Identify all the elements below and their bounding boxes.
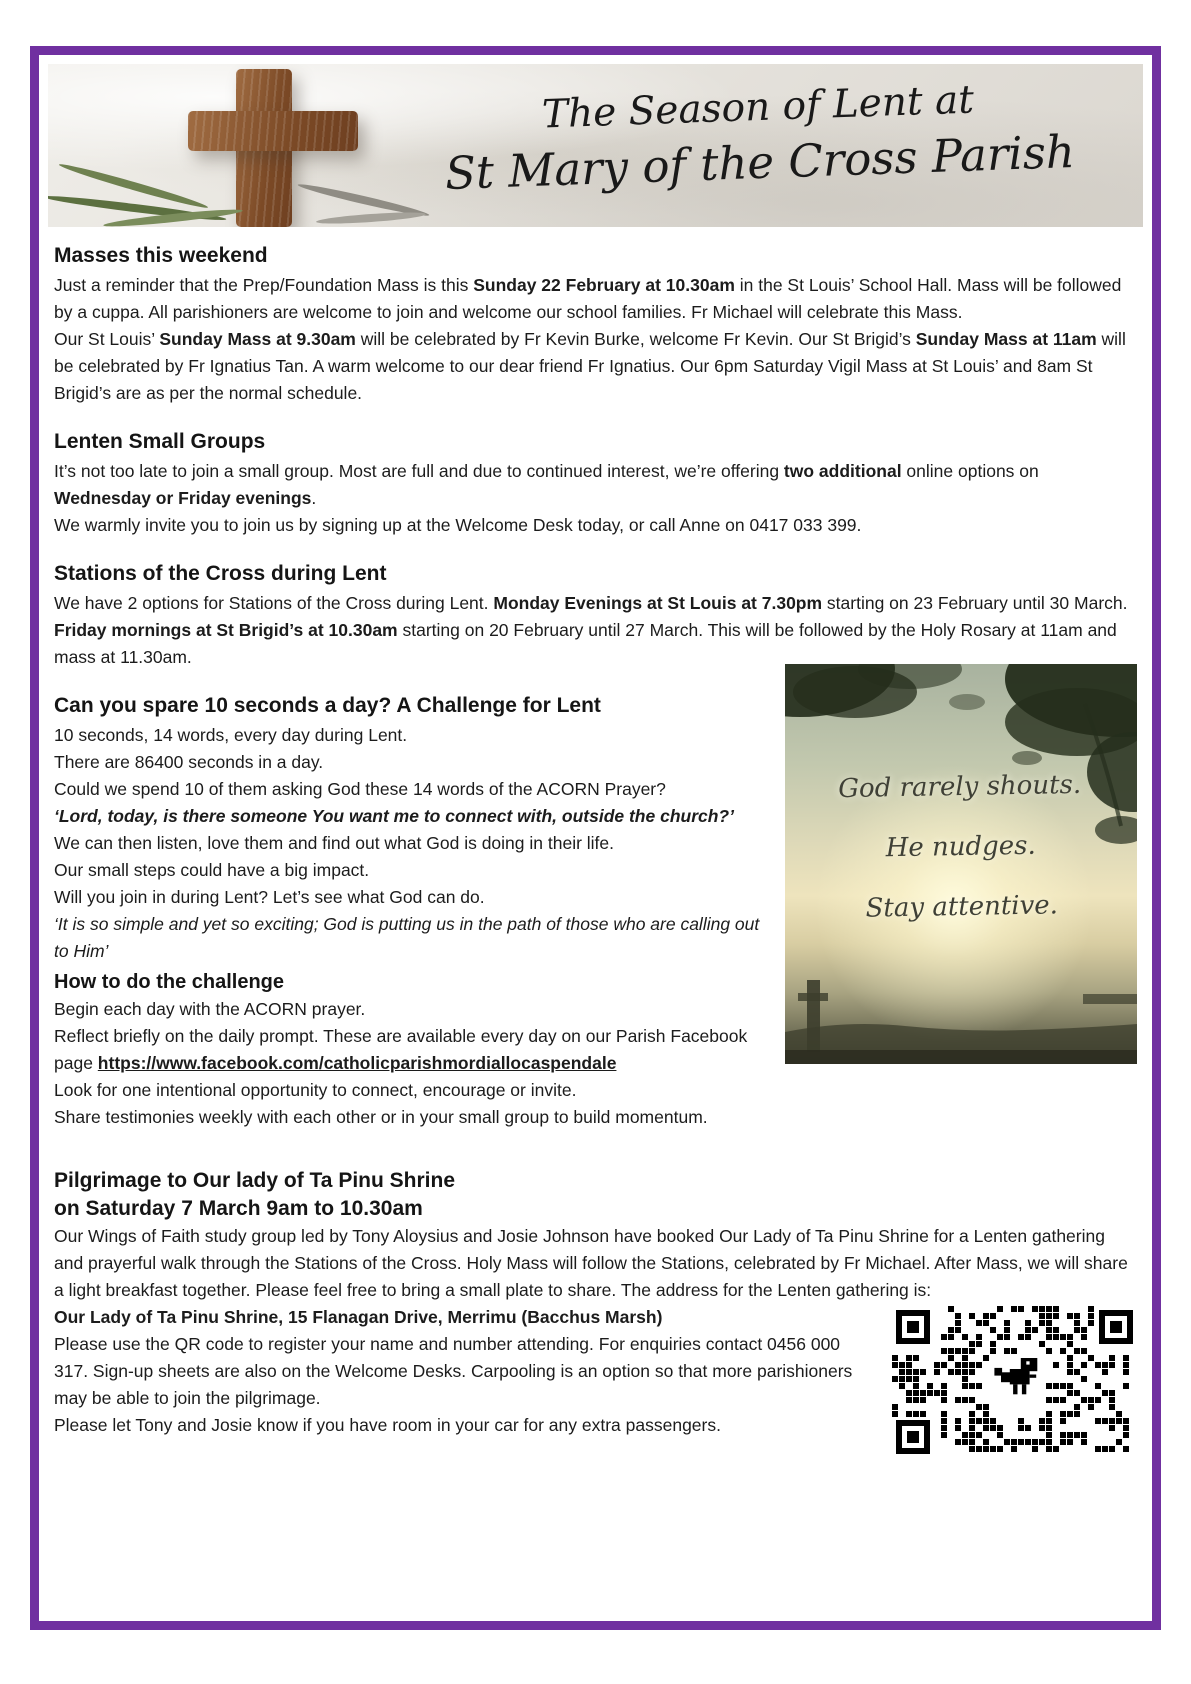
cross-horizontal-beam [188,111,358,151]
qr-code [892,1306,1137,1458]
newsletter-page [30,46,1161,1630]
pilgrimage-heading [54,1167,1137,1223]
pilgrimage-paragraph-2: Please use the QR code to register your name and number attending. For enquiries contact 0456 000 317. Sign-up sheets are also on the Welcome Desks. Carpooling is an option so that more parishioners may be able to join the pilgrimage. [54,1334,853,1408]
quote-line-3: Stay attentive. [865,890,1059,924]
masses-paragraph-1: Just a reminder that the Prep/Foundation Mass is this Sunday 22 February at 10.30am in the St Louis’ School Hall. Mass will be followed by a cuppa. All parishioners are welcome to join and welcome our school families. Fr Michael will celebrate this Mass. [54,275,1122,322]
small-groups-paragraph-2: We warmly invite you to join us by signing up at the Welcome Desk today, or call Anne on 0417 033 399. [54,515,862,535]
banner-title-line2: St Mary of the Cross Parish [444,125,1076,200]
facebook-link[interactable]: https://www.facebook.com/catholicparishmordiallocaspendale [97,1053,617,1073]
qr-code-image [892,1306,1137,1458]
pilgrimage-address: Our Lady of Ta Pinu Shrine, 15 Flanagan Drive, Merrimu (Bacchus Marsh) [54,1307,663,1327]
quote-text [785,769,1137,955]
masses-paragraph-2: Our St Louis’ Sunday Mass at 9.30am will be celebrated by Fr Kevin Burke, welcome Fr Kevin. Our St Brigid’s Sunday Mass at 11am will be celebrated by Fr Ignatius Tan. A warm welcome to our dear friend Fr Ignatius. Our 6pm Saturday Vigil Mass at St Louis’ and 8am St Brigid’s are as per the normal schedule. [54,329,1126,403]
small-groups-paragraph-1: It’s not too late to join a small group. Most are full and due to continued interest, we’re offering two additional online options on Wednesday or Friday evenings. [54,461,1039,508]
how-to-line: Share testimonies weekly with each other or in your small group to build momentum. [54,1107,708,1127]
quote-line-1: God rarely shouts. [837,769,1082,805]
banner-title-line1: The Season of Lent at [541,77,975,138]
facebook-line-prefix: Reflect briefly on the daily prompt. These are available every day on our Parish Facebook page [54,1026,748,1073]
challenge-line: Our small steps could have a big impact. [54,860,370,880]
challenge-line: Could we spend 10 of them asking God these 14 words of the ACORN Prayer? [54,779,666,799]
pilgrimage-heading-line1: Pilgrimage to Our lady of Ta Pinu Shrine [54,1169,455,1192]
how-to-heading: How to do the challenge [54,971,285,993]
masses-heading: Masses this weekend [54,244,268,267]
pilgrimage-paragraph-3: Please let Tony and Josie know if you have room in your car for any extra passengers. [54,1415,721,1435]
challenge-line: We can then listen, love them and find out what God is doing in their life. [54,833,614,853]
pilgrimage-paragraph-1: Our Wings of Faith study group led by Tony Aloysius and Josie Johnson have booked Our Lady of Ta Pinu Shrine for a Lenten gathering and prayerful walk through the Stations of the Cross. Holy Mass will follow the Stations, celebrated by Fr Michael. After Mass, we will share a light breakfast together. Please feel free to bring a small plate to share. The address for the Lenten gathering is: [54,1226,1128,1300]
section-masses [54,242,1137,407]
stations-heading: Stations of the Cross during Lent [54,562,387,585]
banner-photo [48,64,1143,227]
how-to-line: Begin each day with the ACORN prayer. [54,999,366,1019]
challenge-line: There are 86400 seconds in a day. [54,752,324,772]
challenge-heading: Can you spare 10 seconds a day? A Challenge for Lent [54,694,601,717]
stations-paragraph: We have 2 options for Stations of the Cross during Lent. Monday Evenings at St Louis at 7.30pm starting on 23 February until 30 March. Friday mornings at St Brigid’s at 10.30am starting on 20 February until 27 March. This will be followed by the Holy Rosary at 11am and mass at 11.30am. [54,593,1128,667]
quote-line-2: He nudges. [885,830,1037,864]
pilgrimage-heading-line2: on Saturday 7 March 9am to 10.30am [54,1197,423,1220]
banner-title [381,69,1136,205]
small-groups-heading: Lenten Small Groups [54,430,266,453]
section-challenge [54,692,1137,1131]
challenge-quote-line: ‘It is so simple and yet so exciting; God is putting us in the path of those who are calling out to Him’ [54,914,760,961]
how-to-line: Look for one intentional opportunity to connect, encourage or invite. [54,1080,577,1100]
challenge-line: Will you join in during Lent? Let’s see what God can do. [54,887,485,907]
wooden-cross-icon [188,69,358,227]
acorn-prayer-line: ‘Lord, today, is there someone You want me to connect with, outside the church?’ [54,806,734,826]
challenge-line: 10 seconds, 14 words, every day during Lent. [54,725,408,745]
god-rarely-shouts-image [785,664,1137,1064]
section-stations [54,560,1137,671]
section-small-groups [54,428,1137,539]
section-pilgrimage [54,1167,1137,1464]
